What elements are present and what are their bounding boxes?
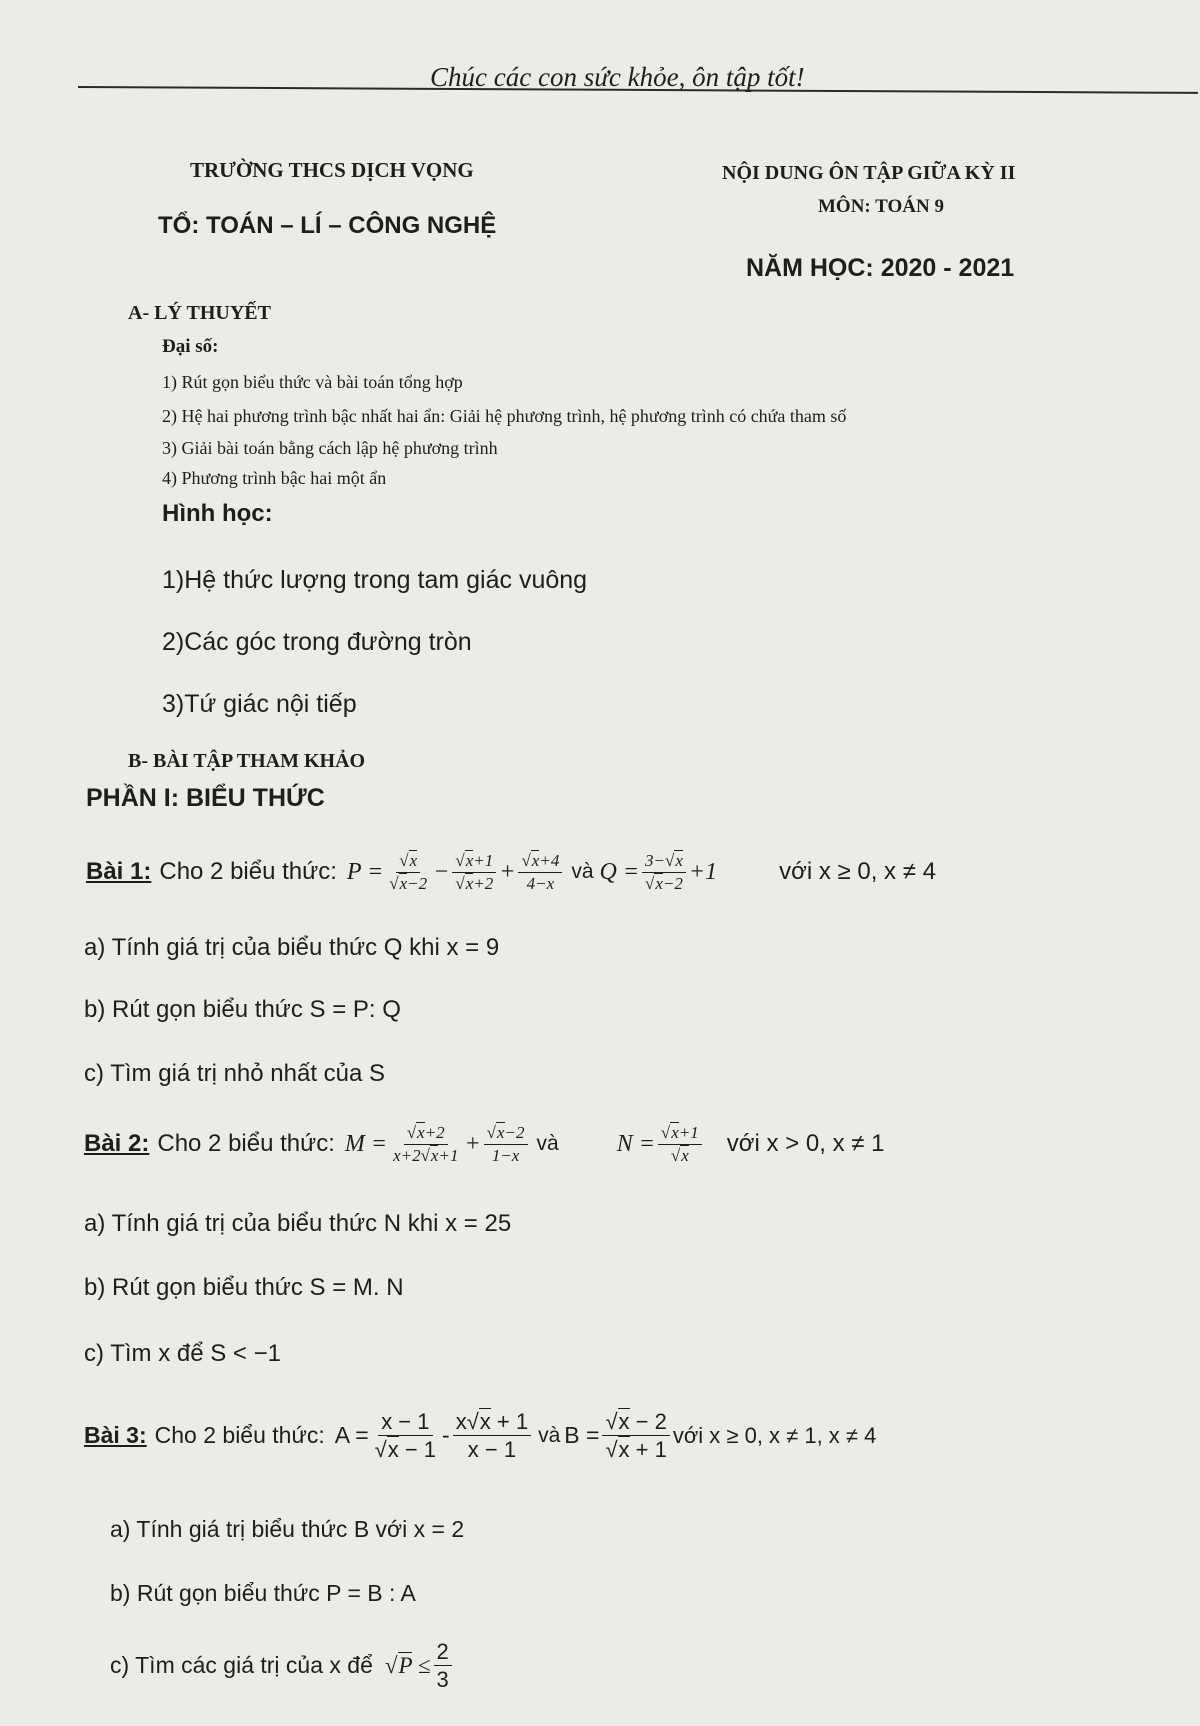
- bai3-part-b: b) Rút gọn biểu thức P = B : A: [110, 1580, 416, 1606]
- bai2-statement: Bài 2: Cho 2 biểu thức: M = $\frac{√x+2}{x+2√x+1}$ + $\frac{√x-2}{1-x}$ và N = $\frac{√x+1}{√x}$ với x > 0, x ≠ 1: [84, 1123, 885, 1165]
- department-name: TỔ: TOÁN – LÍ – CÔNG NGHỆ: [158, 212, 497, 239]
- geometry-item: 2)Các góc trong đường tròn: [162, 628, 472, 656]
- math-expression-p: P =: [346, 858, 384, 885]
- section-a-title: A- LÝ THUYẾT: [128, 302, 271, 324]
- fraction: $\frac{3-√x}{√x-2}$: [642, 852, 686, 893]
- subject-label: MÔN: TOÁN 9: [818, 196, 944, 217]
- section-b-title: B- BÀI TẬP THAM KHẢO: [128, 750, 366, 772]
- bai1-intro: Cho 2 biểu thức:: [159, 858, 337, 886]
- fraction: $\frac{√x}{√x-2}$: [389, 851, 428, 893]
- fraction: $\frac{√x - 2}{√x + 1}$: [602, 1410, 669, 1461]
- part-title: PHẦN I: BIỂU THỨC: [86, 784, 325, 812]
- geometry-heading: Hình học:: [162, 500, 273, 527]
- bai3-label: Bài 3:: [84, 1422, 147, 1449]
- math-expression-m: M =: [344, 1130, 388, 1157]
- fraction: $\frac{x√x + 1}{x - 1}$: [453, 1410, 531, 1461]
- school-year: NĂM HỌC: 2020 - 2021: [746, 254, 1015, 282]
- fraction: $\frac{√x+2}{x+2√x+1}$: [393, 1123, 459, 1165]
- fraction: $\frac{√x+4}{4-x}$: [518, 852, 562, 893]
- fraction: $\frac{√x+1}{√x+2}$: [452, 852, 496, 893]
- algebra-item: 2) Hệ hai phương trình bậc nhất hai ẩn: Giải hệ phương trình, hệ phương trình có chứa tham số: [162, 406, 847, 426]
- word-and: và: [536, 1132, 559, 1156]
- geometry-item: 1)Hệ thức lượng trong tam giác vuông: [162, 566, 588, 594]
- bai1-part-a: a) Tính giá trị của biểu thức Q khi x = 9: [84, 934, 500, 961]
- bai2-condition: với x > 0, x ≠ 1: [726, 1130, 885, 1158]
- doc-title: NỘI DUNG ÔN TẬP GIỮA KỲ II: [722, 162, 1016, 184]
- math-expression-q: Q =: [599, 858, 640, 885]
- school-name: TRƯỜNG THCS DỊCH VỌNG: [190, 158, 474, 182]
- algebra-heading: Đại số:: [162, 336, 219, 357]
- math-expression-n: N =: [616, 1130, 655, 1157]
- fraction: $\frac{x - 1}{√x - 1}$: [374, 1409, 437, 1463]
- math-expression-sqrt-p: √P ≤: [384, 1652, 431, 1678]
- math-expression-b: B =: [564, 1422, 600, 1449]
- bai2-part-c: c) Tìm x để S < −1: [84, 1340, 281, 1367]
- word-and: và: [571, 860, 594, 884]
- fraction: $\frac{√x-2}{1-x}$: [484, 1124, 528, 1165]
- geometry-item: 3)Tứ giác nội tiếp: [162, 690, 357, 718]
- bai3-intro: Cho 2 biểu thức:: [154, 1422, 325, 1449]
- bai3-statement: Bài 3: Cho 2 biểu thức: A = $\frac{x - 1}{√x - 1}$ - $\frac{x√x + 1}{x - 1}$ và B = $\frac{√x - 2}{√x + 1}$ với x ≥ 0, x ≠ 1, x ≠ 4: [84, 1409, 877, 1463]
- bai1-condition: với x ≥ 0, x ≠ 4: [779, 858, 936, 886]
- bai2-intro: Cho 2 biểu thức:: [157, 1130, 335, 1158]
- algebra-item: 4) Phương trình bậc hai một ẩn: [162, 468, 387, 488]
- fraction: $\frac{√x+1}{√x}$: [658, 1124, 702, 1165]
- bai2-label: Bài 2:: [84, 1130, 150, 1158]
- bai2-part-b: b) Rút gọn biểu thức S = M. N: [84, 1274, 404, 1301]
- bai3-condition: với x ≥ 0, x ≠ 1, x ≠ 4: [672, 1422, 877, 1448]
- word-and: và: [538, 1423, 561, 1447]
- bai1-part-b: b) Rút gọn biểu thức S = P: Q: [84, 996, 401, 1023]
- algebra-item: 1) Rút gọn biểu thức và bài toán tổng hợp: [162, 372, 463, 392]
- bai3-part-c: c) Tìm các giá trị của x để: [110, 1652, 373, 1679]
- header-motto: Chúc các con sức khỏe, ôn tập tốt!: [430, 62, 805, 92]
- bai1-label: Bài 1:: [86, 858, 152, 886]
- bai3-part-a: a) Tính giá trị biểu thức B với x = 2: [110, 1516, 465, 1542]
- bai3-part-c-row: [110, 1640, 455, 1691]
- math-expression-a: A =: [334, 1422, 369, 1449]
- bai1-part-c: c) Tìm giá trị nhỏ nhất của S: [84, 1060, 386, 1087]
- bai2-part-a: a) Tính giá trị của biểu thức N khi x = 25: [84, 1210, 512, 1237]
- bai1-statement: Bài 1: Cho 2 biểu thức: P = $\frac{√x}{√x-2}$ − $\frac{√x+1}{√x+2}$ + $\frac{√x+4}{4-x}$ và Q = $\frac{3-√x}{√x-2}$ +1 với x ≥ 0, x ≠ 4: [86, 851, 936, 893]
- fraction: $\frac{2}{3}$: [434, 1640, 452, 1691]
- algebra-item: 3) Giải bài toán bằng cách lập hệ phương trình: [162, 438, 498, 458]
